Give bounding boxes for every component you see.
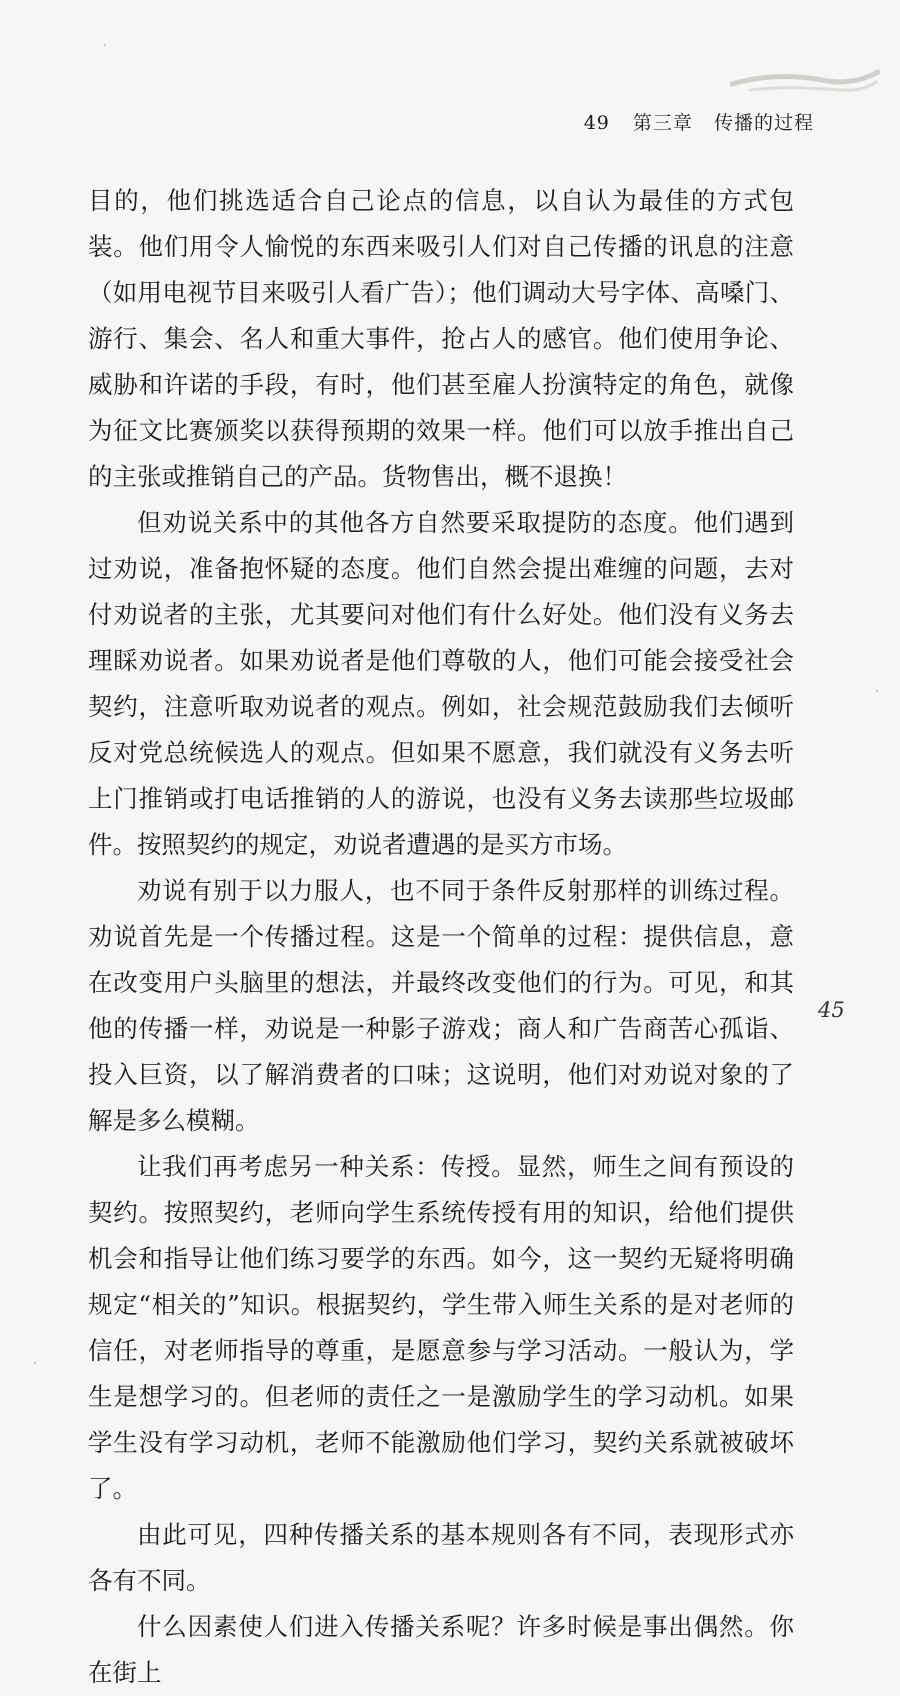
paper-speck [34,1362,36,1364]
chapter-label: 第三章 [632,112,693,134]
paper-speck [104,44,106,46]
body-text [88,178,794,1696]
paper-speck [876,690,878,692]
paragraph-4: 让我们再考虑另一种关系：传授。显然，师生之间有预设的契约。按照契约，老师向学生系统传授有用的知识，给他们提供机会和指导让他们练习要学的东西。如今，这一契约无疑将明确规定“相关的”知识。根据契约，学生带入师生关系的是对老师的信任，对老师指导的尊重，是愿意参与学习活动。一般认为，学生是想学习的。但老师的责任之一是激励学生的学习动机。如果学生没有学习动机，老师不能激励他们学习，契约关系就被破坏了。 [88,1152,794,1503]
margin-page-number: 45 [818,998,845,1022]
paragraph-5: 由此可见，四种传播关系的基本规则各有不同，表现形式亦各有不同。 [88,1520,794,1595]
paragraph-1: 目的，他们挑选适合自己论点的信息，以自认为最佳的方式包装。他们用令人愉悦的东西来吸引人们对自己传播的讯息的注意（如用电视节目来吸引人看广告）；他们调动大号字体、高嗓门、游行、集会、名人和重大事件，抢占人的感官。他们使用争论、威胁和许诺的手段，有时，他们甚至雇人扮演特定的角色，就像为征文比赛颁奖以获得预期的效果一样。他们可以放手推出自己的主张或推销自己的产品。货物售出，概不退换！ [88,186,794,491]
paragraph-3: 劝说有别于以力服人，也不同于条件反射那样的训练过程。劝说首先是一个传播过程。这是一个简单的过程：提供信息，意在改变用户头脑里的想法，并最终改变他们的行为。可见，和其他的传播一样，劝说是一种影子游戏；商人和广告商苦心孤诣、投入巨资，以了解消费者的口味；这说明，他们对劝说对象的了解是多么模糊。 [88,876,794,1135]
header-swoosh-ornament [730,62,880,102]
paragraph-6: 什么因素使人们进入传播关系呢？许多时候是事出偶然。你在街上 [88,1612,794,1687]
chapter-title: 传播的过程 [713,112,814,134]
paragraph-2: 但劝说关系中的其他各方自然要采取提防的态度。他们遇到过劝说，准备抱怀疑的态度。他们自然会提出难缠的问题，去对付劝说者的主张，尤其要问对他们有什么好处。他们没有义务去理睬劝说者。如果劝说者是他们尊敬的人，他们可能会接受社会契约，注意听取劝说者的观点。例如，社会规范鼓励我们去倾听反对党总统候选人的观点。但如果不愿意，我们就没有义务去听上门推销或打电话推销的人的游说，也没有义务去读那些垃圾邮件。按照契约的规定，劝说者遭遇的是买方市场。 [88,508,794,859]
page-number: 49 [583,112,610,134]
running-head [584,108,814,135]
